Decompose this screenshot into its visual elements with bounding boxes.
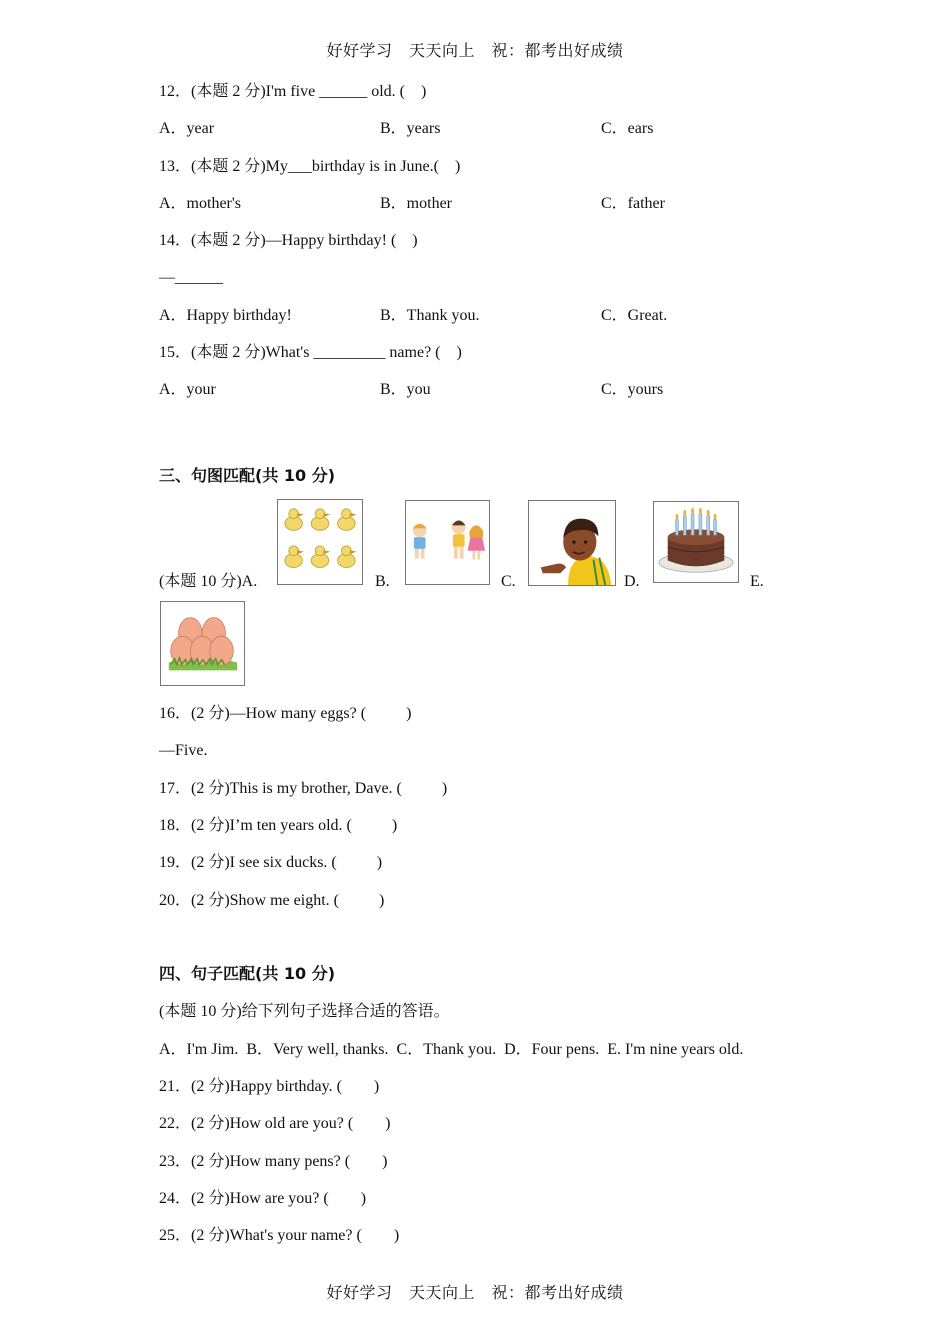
q15-option-c: C．yours [601, 381, 664, 398]
question-25: 25．(2 分)What's your name? ( ) [159, 1227, 400, 1244]
q15-option-a: A．your [159, 381, 216, 398]
section-4-intro: (本题 10 分)给下列句子选择合适的答语。 [159, 1003, 450, 1020]
q12-option-b: B．years [380, 120, 441, 137]
question-20: 20．(2 分)Show me eight. ( ) [159, 892, 385, 909]
question-13: 13．(本题 2 分)My___birthday is in June.( ) [159, 158, 461, 175]
eggs-icon [161, 602, 244, 685]
picture-b-children [405, 500, 490, 585]
section-4-options: A．I'm Jim. B．Very well, thanks. C．Thank you. D．Four pens. E. I'm nine years old. [159, 1041, 744, 1058]
duck-icon [278, 500, 362, 584]
label-d: D. [624, 573, 640, 590]
q12-option-c: C．ears [601, 120, 654, 137]
question-18: 18．(2 分)I’m ten years old. ( ) [159, 817, 398, 834]
picture-c-boy [528, 500, 616, 586]
picture-e-eggs [160, 601, 245, 686]
picture-d-cake [653, 501, 739, 583]
q14-answer-blank: —______ [159, 269, 223, 286]
boy-icon [529, 501, 615, 585]
question-22: 22．(2 分)How old are you? ( ) [159, 1115, 391, 1132]
question-19: 19．(2 分)I see six ducks. ( ) [159, 854, 383, 871]
children-icon [406, 501, 489, 584]
question-14: 14．(本题 2 分)—Happy birthday! ( ) [159, 232, 418, 249]
q14-option-c: C．Great. [601, 307, 668, 324]
q15-option-b: B．you [380, 381, 431, 398]
page-header: 好好学习 天天向上 祝：都考出好成绩 [326, 41, 624, 60]
picture-a-ducks [277, 499, 363, 585]
q13-option-a: A．mother's [159, 195, 241, 212]
q12-option-a: A．year [159, 120, 215, 137]
question-23: 23．(2 分)How many pens? ( ) [159, 1153, 388, 1170]
section-3-intro: (本题 10 分)A. [159, 573, 258, 590]
question-16: 16．(2 分)—How many eggs? ( ) [159, 705, 412, 722]
label-b: B. [375, 573, 390, 590]
question-21: 21．(2 分)Happy birthday. ( ) [159, 1078, 380, 1095]
label-c: C. [501, 573, 516, 590]
question-12: 12．(本题 2 分)I'm five ______ old. ( ) [159, 83, 427, 100]
question-16-answer: —Five. [159, 742, 208, 759]
label-e: E. [750, 573, 764, 590]
q13-option-b: B．mother [380, 195, 452, 212]
q14-option-a: A．Happy birthday! [159, 307, 292, 324]
q13-option-c: C．father [601, 195, 665, 212]
question-17: 17．(2 分)This is my brother, Dave. ( ) [159, 780, 448, 797]
q14-option-b: B．Thank you. [380, 307, 480, 324]
question-15: 15．(本题 2 分)What's _________ name? ( ) [159, 344, 462, 361]
page-footer: 好好学习 天天向上 祝：都考出好成绩 [326, 1283, 624, 1302]
section-4-title: 四、句子匹配(共 10 分) [159, 964, 336, 983]
cake-icon [654, 502, 738, 582]
section-3-title: 三、句图匹配(共 10 分) [159, 466, 336, 485]
question-24: 24．(2 分)How are you? ( ) [159, 1190, 367, 1207]
